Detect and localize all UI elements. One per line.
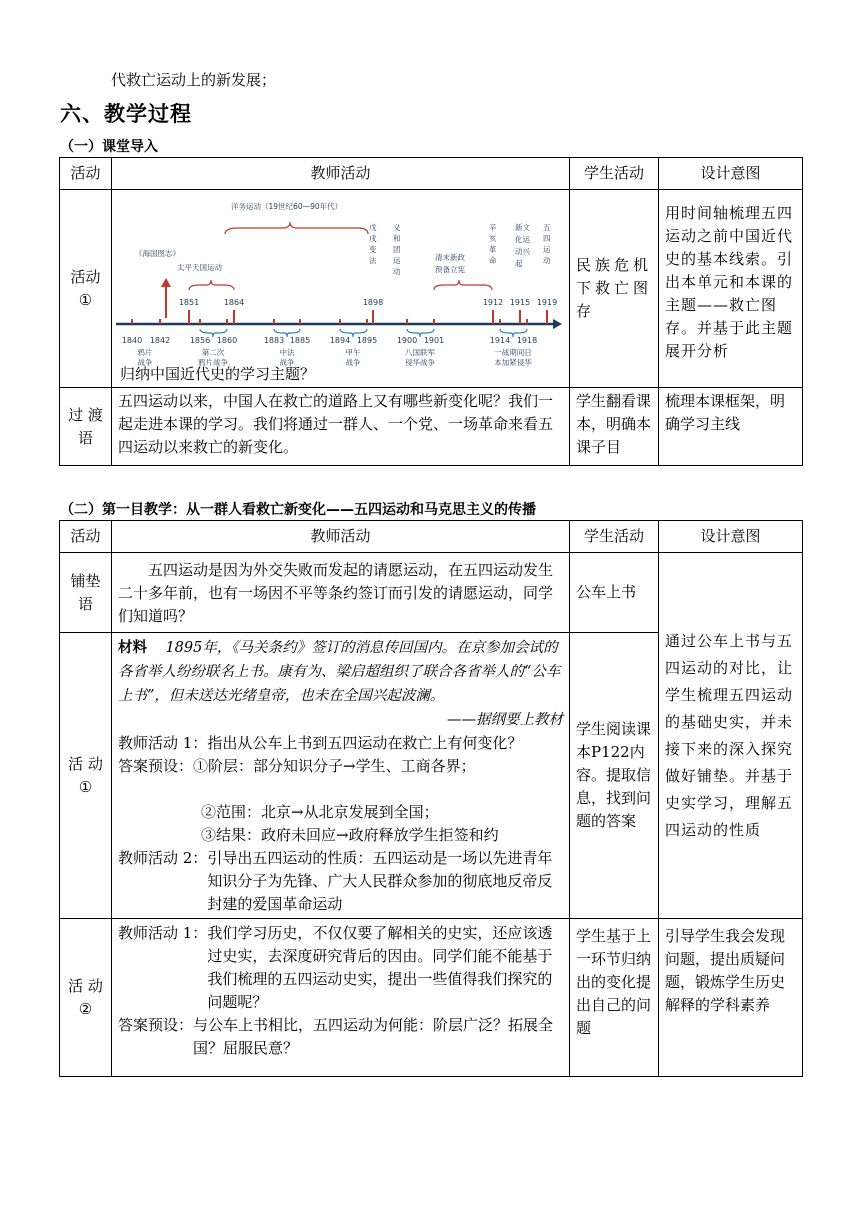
- svg-text:本加紧侵华: 本加紧侵华: [494, 358, 532, 367]
- svg-text:战争: 战争: [137, 358, 153, 367]
- top-year: 1864: [223, 298, 245, 307]
- axis-year: 1885: [289, 336, 311, 345]
- teacher-activity-cell: [112, 633, 570, 919]
- timeline-arrow: [553, 319, 562, 329]
- subsection-title-1: （一）课堂导入: [60, 139, 158, 155]
- svg-text:战争: 战争: [279, 358, 295, 367]
- header-activity: 活动: [60, 158, 112, 190]
- timeline-vertical-label: 义和团运动: [393, 223, 401, 276]
- activity-label: 铺垫 语: [60, 553, 112, 633]
- table-header-row: [60, 158, 803, 190]
- student-activity: 学生阅读课本P122内容。提取信息，找到问题的答案: [570, 633, 659, 919]
- svg-text:中法: 中法: [279, 348, 295, 357]
- table-row: [60, 553, 803, 633]
- answer-2: ②范围：北京→从北京发展到全国；: [201, 803, 439, 821]
- axis-year: 1856: [189, 336, 211, 345]
- label-haiguo: 《海国图志》: [135, 249, 180, 258]
- label-taiping: 太平天国运动: [177, 263, 222, 272]
- teacher-activity-cell: [112, 190, 570, 388]
- axis-year: 1895: [356, 336, 378, 345]
- axis-year: 1840: [121, 336, 143, 345]
- header-intent: 设计意图: [659, 521, 803, 553]
- header-intent: 设计意图: [659, 158, 803, 190]
- header-activity: 活动: [60, 521, 112, 553]
- svg-text:战争: 战争: [345, 358, 361, 367]
- student-activity: 民族危机下救亡图存: [570, 190, 659, 388]
- label-qingmo-1: 清末新政: [435, 253, 465, 262]
- svg-text:第二次: 第二次: [201, 348, 225, 357]
- teacher-activity-cell: [112, 919, 570, 1077]
- timeline-diagram: [113, 192, 569, 367]
- teacher-task-1: 教师活动 1： 我们学习历史，不仅仅要了解相关的史实，还应该透过史实，去深度研究背后的因由。同学们能不能基于我们梳理的五四运动史实，提出一些值得我们探究的问题呢？: [118, 924, 553, 1011]
- top-year: 1912: [482, 298, 504, 307]
- table-header-row: [60, 521, 803, 553]
- svg-text:鸦片: 鸦片: [137, 348, 153, 357]
- header-student: 学生活动: [570, 521, 659, 553]
- lesson-part1-table: [59, 520, 803, 1077]
- axis-year: 1900: [396, 336, 418, 345]
- section-title: 六、教学过程: [60, 102, 192, 126]
- timeline-vertical-label: 戊戌变法: [369, 223, 377, 265]
- svg-text:一战期间日: 一战期间日: [494, 348, 532, 357]
- design-intent: 梳理本课框架，明确学习主线: [659, 388, 803, 466]
- axis-year: 1860: [216, 336, 238, 345]
- header-teacher: 教师活动: [112, 158, 570, 190]
- top-year: 1898: [362, 298, 384, 307]
- timeline-vertical-label: 辛亥革命: [489, 223, 497, 265]
- axis-year: 1894: [329, 336, 351, 345]
- material-source: ——据纲要上教材: [447, 712, 563, 728]
- design-intent: 用时间轴梳理五四运动之前中国近代史的基本线索。引出本单元和本课的主题——救亡图存。并基于此主题展开分析: [659, 190, 803, 388]
- intro-question: 归纳中国近代史的学习主题？: [120, 365, 316, 383]
- label-yangwu: 洋务运动（19世纪60—90年代）: [231, 202, 343, 211]
- top-year: 1851: [178, 298, 200, 307]
- answer-3: ③结果：政府未回应→政府释放学生拒签和约: [201, 826, 499, 844]
- svg-text:侵华战争: 侵华战争: [405, 358, 435, 367]
- table-row: [60, 919, 803, 1077]
- teacher-task-1: 教师活动 1： 指出从公车上书到五四运动在救亡上有何变化？: [118, 734, 523, 752]
- activity-label: 活 动 ②: [60, 919, 112, 1077]
- axis-year: 1901: [423, 336, 445, 345]
- svg-text:八国联军: 八国联军: [405, 348, 435, 357]
- axis-year: 1842: [149, 336, 171, 345]
- table-row: [60, 190, 803, 388]
- axis-year: 1914: [489, 336, 511, 345]
- activity-label: 活 动 ①: [60, 633, 112, 919]
- answer-preset: 答案预设： 与公车上书相比，五四运动为何能：阶层广泛？拓展全国？屈服民意？: [118, 1016, 554, 1057]
- axis-year: 1883: [263, 336, 285, 345]
- table-row: [60, 388, 803, 466]
- timeline-vertical-label: 新文化运动兴起: [515, 223, 530, 268]
- activity-label: 活动 ①: [60, 190, 112, 388]
- header-student: 学生活动: [570, 158, 659, 190]
- design-intent: 引导学生我会发现问题，提出质疑问题，锻炼学生历史解释的学科素养: [659, 919, 803, 1077]
- subsection-title-2: （二）第一目教学：从一群人看救亡新变化——五四运动和马克思主义的传播: [60, 502, 536, 518]
- student-activity: 公车上书: [570, 553, 659, 633]
- top-year: 1919: [536, 298, 558, 307]
- student-activity: 学生基于上一环节归纳出的变化提出自己的问题: [570, 919, 659, 1077]
- svg-text:鸦片战争: 鸦片战争: [198, 358, 228, 367]
- student-activity: 学生翻看课本，明确本课子目: [570, 388, 659, 466]
- top-year: 1915: [509, 298, 531, 307]
- teacher-activity: 五四运动以来，中国人在救亡的道路上又有哪些新变化呢？我们一起走进本课的学习。我们将通过一群人、一个党、一场革命来看五四运动以来救亡的新变化。: [112, 388, 570, 466]
- material-block: 材料 1895年，《马关条约》签订的消息传回国内。在京参加会试的各省举人纷纷联名上书。康有为、梁启超组织了联合各省举人的“公车上书”，但未送达光绪皇帝，也未在全国兴起波澜。: [118, 639, 561, 704]
- activity-label: 过 渡 语: [60, 388, 112, 466]
- design-intent: 通过公车上书与五四运动的对比，让学生梳理五四运动的基础史实，并未接下来的深入探究做好铺垫。并基于史实学习，理解五四运动的性质: [659, 553, 803, 919]
- axis-year: 1918: [516, 336, 538, 345]
- header-teacher: 教师活动: [112, 521, 570, 553]
- svg-text:甲午: 甲午: [345, 348, 361, 357]
- teacher-activity: 五四运动是因为外交失败而发起的请愿运动，在五四运动发生二十多年前，也有一场因不平等条约签订而引发的请愿运动，同学们知道吗？: [112, 553, 570, 633]
- label-qingmo-2: 预备立宪: [435, 265, 465, 274]
- teacher-task-2: 教师活动 2： 引导出五四运动的性质：五四运动是一场以先进青年知识分子为先锋、广大人民群众参加的彻底地反帝反封建的爱国革命运动: [118, 849, 553, 913]
- timeline-vertical-label: 五四运动: [543, 223, 551, 265]
- answer-preset: 答案预设： ①阶层：部分知识分子→学生、工商各界；: [118, 757, 476, 775]
- intro-line: 代救亡运动上的新发展；: [111, 71, 277, 89]
- lesson-intro-table: [59, 157, 803, 466]
